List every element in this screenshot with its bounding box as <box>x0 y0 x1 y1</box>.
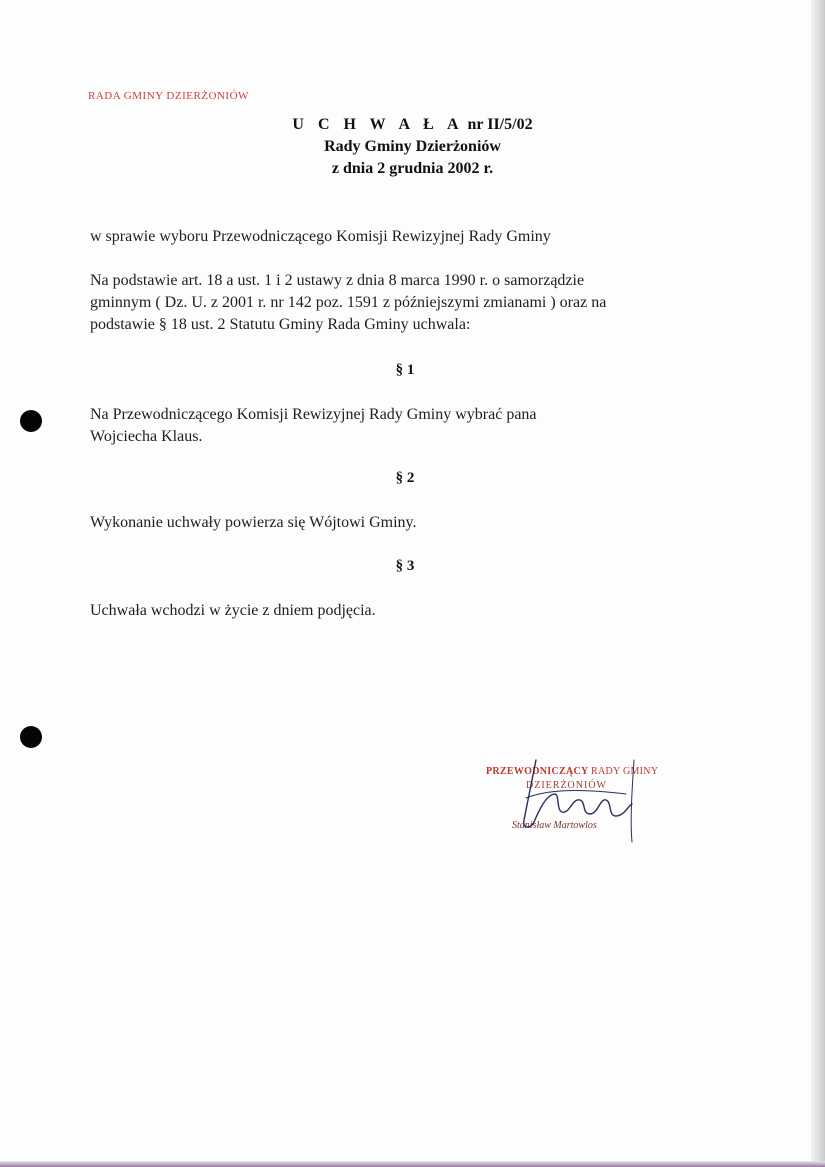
signature-tail <box>631 760 634 842</box>
section-1-line: Na Przewodniczącego Komisji Rewizyjnej Rady Gminy wybrać pana <box>90 406 537 423</box>
section-3-text: Uchwała wchodzi w życie z dniem podjęcia. <box>90 602 376 619</box>
resolution-title-main <box>0 114 825 136</box>
section-3-sign: § 3 <box>395 558 415 574</box>
punch-hole-bottom <box>20 726 42 748</box>
signature-underline <box>526 791 626 798</box>
chairman-stamp-place: DZIERŻONIÓW <box>526 780 607 791</box>
council-header-stamp: RADA GMINY DZIERŻONIÓW <box>88 90 249 102</box>
legal-basis-line: gminnym ( Dz. U. z 2001 r. nr 142 poz. 1591 z późniejszymi zmianami ) oraz na <box>90 294 607 311</box>
handwritten-signature <box>506 750 646 845</box>
resolution-body: Rady Gminy Dzierżoniów <box>324 138 501 155</box>
chairman-name: Stanisław Martowlos <box>512 820 597 831</box>
legal-basis-line: podstawie § 18 ust. 2 Statutu Gminy Rada Gminy uchwala: <box>90 316 471 333</box>
legal-basis <box>90 270 730 336</box>
resolution-word: U C H W A Ł A <box>292 116 464 133</box>
section-1-text <box>90 404 690 448</box>
scan-edge-bottom <box>0 1161 825 1167</box>
resolution-number: nr II/5/02 <box>467 116 533 133</box>
resolution-subject: w sprawie wyboru Przewodniczącego Komisji Rewizyjnej Rady Gminy <box>90 228 551 245</box>
chairman-stamp-title-bold: PRZEWODNICZĄCY <box>486 766 589 777</box>
section-1-sign: § 1 <box>395 362 415 378</box>
chairman-stamp-title-rest: RADY GMINY <box>590 766 659 777</box>
legal-basis-line: Na podstawie art. 18 a ust. 1 i 2 ustawy z dnia 8 marca 1990 r. o samorządzie <box>90 272 585 289</box>
resolution-title <box>0 114 825 180</box>
section-2-sign: § 2 <box>395 470 415 486</box>
section-2-text: Wykonanie uchwały powierza się Wójtowi Gminy. <box>90 514 417 531</box>
punch-hole-top <box>20 410 42 432</box>
resolution-date: z dnia 2 grudnia 2002 r. <box>331 160 494 177</box>
section-1-line: Wojciecha Klaus. <box>90 428 203 445</box>
